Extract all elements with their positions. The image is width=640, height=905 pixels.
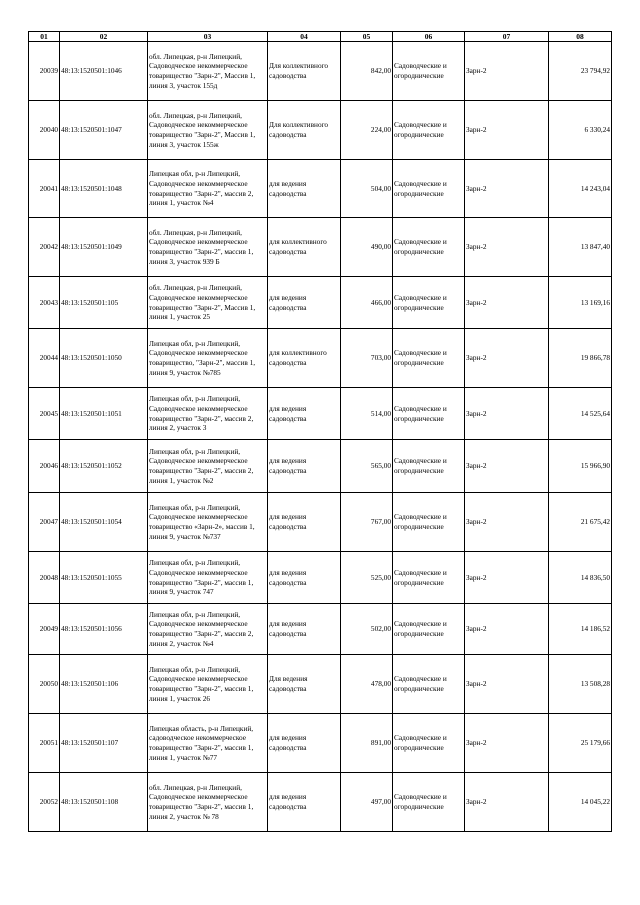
cell-permitted-use: для коллективного садоводства: [268, 329, 341, 388]
cell-cadastral-number: 48:13:1520501:1048: [60, 160, 148, 218]
cell-address: обл. Липецкая, р-н Липецкий, Садоводческое некоммерческое товарищество "Зарн-2", Массив 1, линия 3, участок 155ж: [148, 101, 268, 160]
cell-address: Липецкая обл, р-н Липецкий, Садоводческое некоммерческое товарищество "Зарн-2", массив 2, линия 2, участок 3: [148, 388, 268, 440]
cell-locality: Зарн-2: [465, 440, 549, 493]
cell-permitted-use: Для коллективного садоводства: [268, 42, 341, 101]
cell-address: обл. Липецкая, р-н Липецкий, Садоводческое некоммерческое товарищество "Зарн-2", Массив 1, линия 1, участок 25: [148, 277, 268, 329]
cell-address: обл. Липецкая, р-н Липецкий, Садоводческое некоммерческое товарищество "Зарн-2", массив 1, линия 2, участок № 78: [148, 773, 268, 832]
table-row: [29, 218, 612, 277]
cell-cadastral-value: 14 186,52: [549, 604, 612, 655]
cell-land-category: Садоводческие и огороднические: [393, 42, 465, 101]
cell-cadastral-number: 48:13:1520501:106: [60, 655, 148, 714]
cell-permitted-use: для ведения садоводства: [268, 277, 341, 329]
cell-permitted-use: для ведения садоводства: [268, 493, 341, 552]
cell-record-number: 20044: [29, 329, 60, 388]
cell-permitted-use: для ведения садоводства: [268, 604, 341, 655]
cell-cadastral-number: 48:13:1520501:1056: [60, 604, 148, 655]
cell-land-category: Садоводческие и огороднические: [393, 773, 465, 832]
column-header: 01: [29, 32, 60, 42]
cell-area: 891,00: [341, 714, 393, 773]
cell-record-number: 20048: [29, 552, 60, 604]
land-register-table: [28, 31, 612, 832]
table-row: [29, 493, 612, 552]
cell-permitted-use: для ведения садоводства: [268, 440, 341, 493]
cell-record-number: 20045: [29, 388, 60, 440]
column-header: 03: [148, 32, 268, 42]
cell-locality: Зарн-2: [465, 493, 549, 552]
table-row: [29, 160, 612, 218]
column-header: 08: [549, 32, 612, 42]
cell-address: обл. Липецкая, р-н Липецкий, Садоводческое некоммерческое товарищество "Зарн-2", массив 1, линия 3, участок 939 Б: [148, 218, 268, 277]
table-row: [29, 714, 612, 773]
table-row: [29, 773, 612, 832]
cell-locality: Зарн-2: [465, 277, 549, 329]
cell-cadastral-number: 48:13:1520501:1051: [60, 388, 148, 440]
cell-cadastral-value: 13 508,28: [549, 655, 612, 714]
cell-permitted-use: для ведения садоводства: [268, 388, 341, 440]
cell-record-number: 20052: [29, 773, 60, 832]
cell-land-category: Садоводческие и огороднические: [393, 329, 465, 388]
cell-area: 565,00: [341, 440, 393, 493]
cell-area: 497,00: [341, 773, 393, 832]
cell-record-number: 20040: [29, 101, 60, 160]
cell-area: 842,00: [341, 42, 393, 101]
cell-cadastral-value: 21 675,42: [549, 493, 612, 552]
cell-area: 490,00: [341, 218, 393, 277]
table-row: [29, 552, 612, 604]
cell-cadastral-value: 23 794,92: [549, 42, 612, 101]
cell-locality: Зарн-2: [465, 101, 549, 160]
cell-area: 525,00: [341, 552, 393, 604]
cell-land-category: Садоводческие и огороднические: [393, 440, 465, 493]
cell-address: Липецкая обл, р-н Липецкий, Садоводческое некоммерческое товарищество "Зарн-2", массив 2, линия 1, участок №4: [148, 160, 268, 218]
cell-locality: Зарн-2: [465, 329, 549, 388]
cell-record-number: 20043: [29, 277, 60, 329]
cell-land-category: Садоводческие и огороднические: [393, 493, 465, 552]
cell-record-number: 20042: [29, 218, 60, 277]
cell-area: 504,00: [341, 160, 393, 218]
cell-area: 502,00: [341, 604, 393, 655]
cell-address: Липецкая обл, р-н Липецкий, Садоводческое некоммерческое товарищество "Зарн-2", массив 1, линия 9, участок 747: [148, 552, 268, 604]
cell-land-category: Садоводческие и огороднические: [393, 552, 465, 604]
cell-locality: Зарн-2: [465, 773, 549, 832]
cell-cadastral-number: 48:13:1520501:1055: [60, 552, 148, 604]
cell-cadastral-number: 48:13:1520501:1054: [60, 493, 148, 552]
cell-cadastral-value: 14 243,04: [549, 160, 612, 218]
cell-address: Липецкая обл, р-н Липецкий, Садоводческое некоммерческое товарищество "Зарн-2", массив 2, линия 2, участок №4: [148, 604, 268, 655]
cell-land-category: Садоводческие и огороднические: [393, 714, 465, 773]
header-row: [29, 32, 612, 42]
cell-cadastral-number: 48:13:1520501:1049: [60, 218, 148, 277]
table-row: [29, 604, 612, 655]
cell-area: 466,00: [341, 277, 393, 329]
table-row: [29, 329, 612, 388]
cell-record-number: 20051: [29, 714, 60, 773]
cell-permitted-use: для ведения садоводства: [268, 552, 341, 604]
cell-cadastral-number: 48:13:1520501:1050: [60, 329, 148, 388]
cell-cadastral-number: 48:13:1520501:107: [60, 714, 148, 773]
cell-address: Липецкая обл, р-н Липецкий, Садоводческое некоммерческое товарищество, "Зарн-2", массив 1, линия 9, участок №785: [148, 329, 268, 388]
cell-cadastral-number: 48:13:1520501:108: [60, 773, 148, 832]
cell-land-category: Садоводческие и огороднические: [393, 101, 465, 160]
cell-area: 703,00: [341, 329, 393, 388]
cell-land-category: Садоводческие и огороднические: [393, 277, 465, 329]
column-header: 06: [393, 32, 465, 42]
cell-cadastral-number: 48:13:1520501:1046: [60, 42, 148, 101]
cell-cadastral-number: 48:13:1520501:1052: [60, 440, 148, 493]
table-row: [29, 440, 612, 493]
cell-cadastral-value: 6 330,24: [549, 101, 612, 160]
column-header: 05: [341, 32, 393, 42]
cell-record-number: 20047: [29, 493, 60, 552]
cell-locality: Зарн-2: [465, 552, 549, 604]
cell-cadastral-value: 13 847,40: [549, 218, 612, 277]
cell-permitted-use: Для ведения садоводства: [268, 655, 341, 714]
column-header: 04: [268, 32, 341, 42]
cell-cadastral-value: 14 525,64: [549, 388, 612, 440]
table-row: [29, 101, 612, 160]
cell-cadastral-number: 48:13:1520501:105: [60, 277, 148, 329]
cell-permitted-use: Для коллективного садоводства: [268, 101, 341, 160]
cell-address: Липецкая обл, р-н Липецкий, Садоводческое некоммерческое товарищество "Зарн-2", массив 1, линия 1, участок 26: [148, 655, 268, 714]
cell-area: 514,00: [341, 388, 393, 440]
cell-locality: Зарн-2: [465, 160, 549, 218]
cell-permitted-use: для ведения садоводства: [268, 773, 341, 832]
cell-area: 767,00: [341, 493, 393, 552]
cell-locality: Зарн-2: [465, 714, 549, 773]
cell-cadastral-value: 14 045,22: [549, 773, 612, 832]
cell-record-number: 20049: [29, 604, 60, 655]
cell-record-number: 20039: [29, 42, 60, 101]
cell-area: 478,00: [341, 655, 393, 714]
column-header: 07: [465, 32, 549, 42]
column-header: 02: [60, 32, 148, 42]
cell-locality: Зарн-2: [465, 604, 549, 655]
cell-record-number: 20046: [29, 440, 60, 493]
cell-cadastral-value: 19 866,78: [549, 329, 612, 388]
cell-address: Липецкая обл, р-н Липецкий, Садоводческое некоммерческое товарищество «Зарн-2», массив 1, линия 9, участок №737: [148, 493, 268, 552]
cell-land-category: Садоводческие и огороднические: [393, 388, 465, 440]
cell-cadastral-value: 13 169,16: [549, 277, 612, 329]
cell-cadastral-value: 15 966,90: [549, 440, 612, 493]
cell-land-category: Садоводческие и огороднические: [393, 604, 465, 655]
cell-record-number: 20041: [29, 160, 60, 218]
cell-area: 224,00: [341, 101, 393, 160]
cell-address: Липецкая обл, р-н Липецкий, Садоводческое некоммерческое товарищество "Зарн-2", массив 2, линия 1, участок №2: [148, 440, 268, 493]
cell-locality: Зарн-2: [465, 42, 549, 101]
cell-permitted-use: для ведения садоводства: [268, 714, 341, 773]
cell-land-category: Садоводческие и огороднические: [393, 160, 465, 218]
cell-address: обл. Липецкая, р-н Липецкий, Садоводческое некоммерческое товарищество "Зарн-2", Массив 1, линия 3, участок 155д: [148, 42, 268, 101]
cell-permitted-use: для ведения садоводства: [268, 160, 341, 218]
cell-cadastral-number: 48:13:1520501:1047: [60, 101, 148, 160]
cell-locality: Зарн-2: [465, 388, 549, 440]
cell-locality: Зарн-2: [465, 655, 549, 714]
cell-cadastral-value: 14 836,50: [549, 552, 612, 604]
table-row: [29, 655, 612, 714]
cell-address: Липецкая область, р-н Липецкий, садоводческое некоммерческое товарищество "Зарн-2", массив 1, линия 1, участок №77: [148, 714, 268, 773]
table-row: [29, 277, 612, 329]
cell-locality: Зарн-2: [465, 218, 549, 277]
cell-record-number: 20050: [29, 655, 60, 714]
cell-permitted-use: для коллективного садоводства: [268, 218, 341, 277]
table-row: [29, 388, 612, 440]
table-row: [29, 42, 612, 101]
cell-land-category: Садоводческие и огороднические: [393, 655, 465, 714]
cell-cadastral-value: 25 179,66: [549, 714, 612, 773]
cell-land-category: Садоводческие и огороднические: [393, 218, 465, 277]
